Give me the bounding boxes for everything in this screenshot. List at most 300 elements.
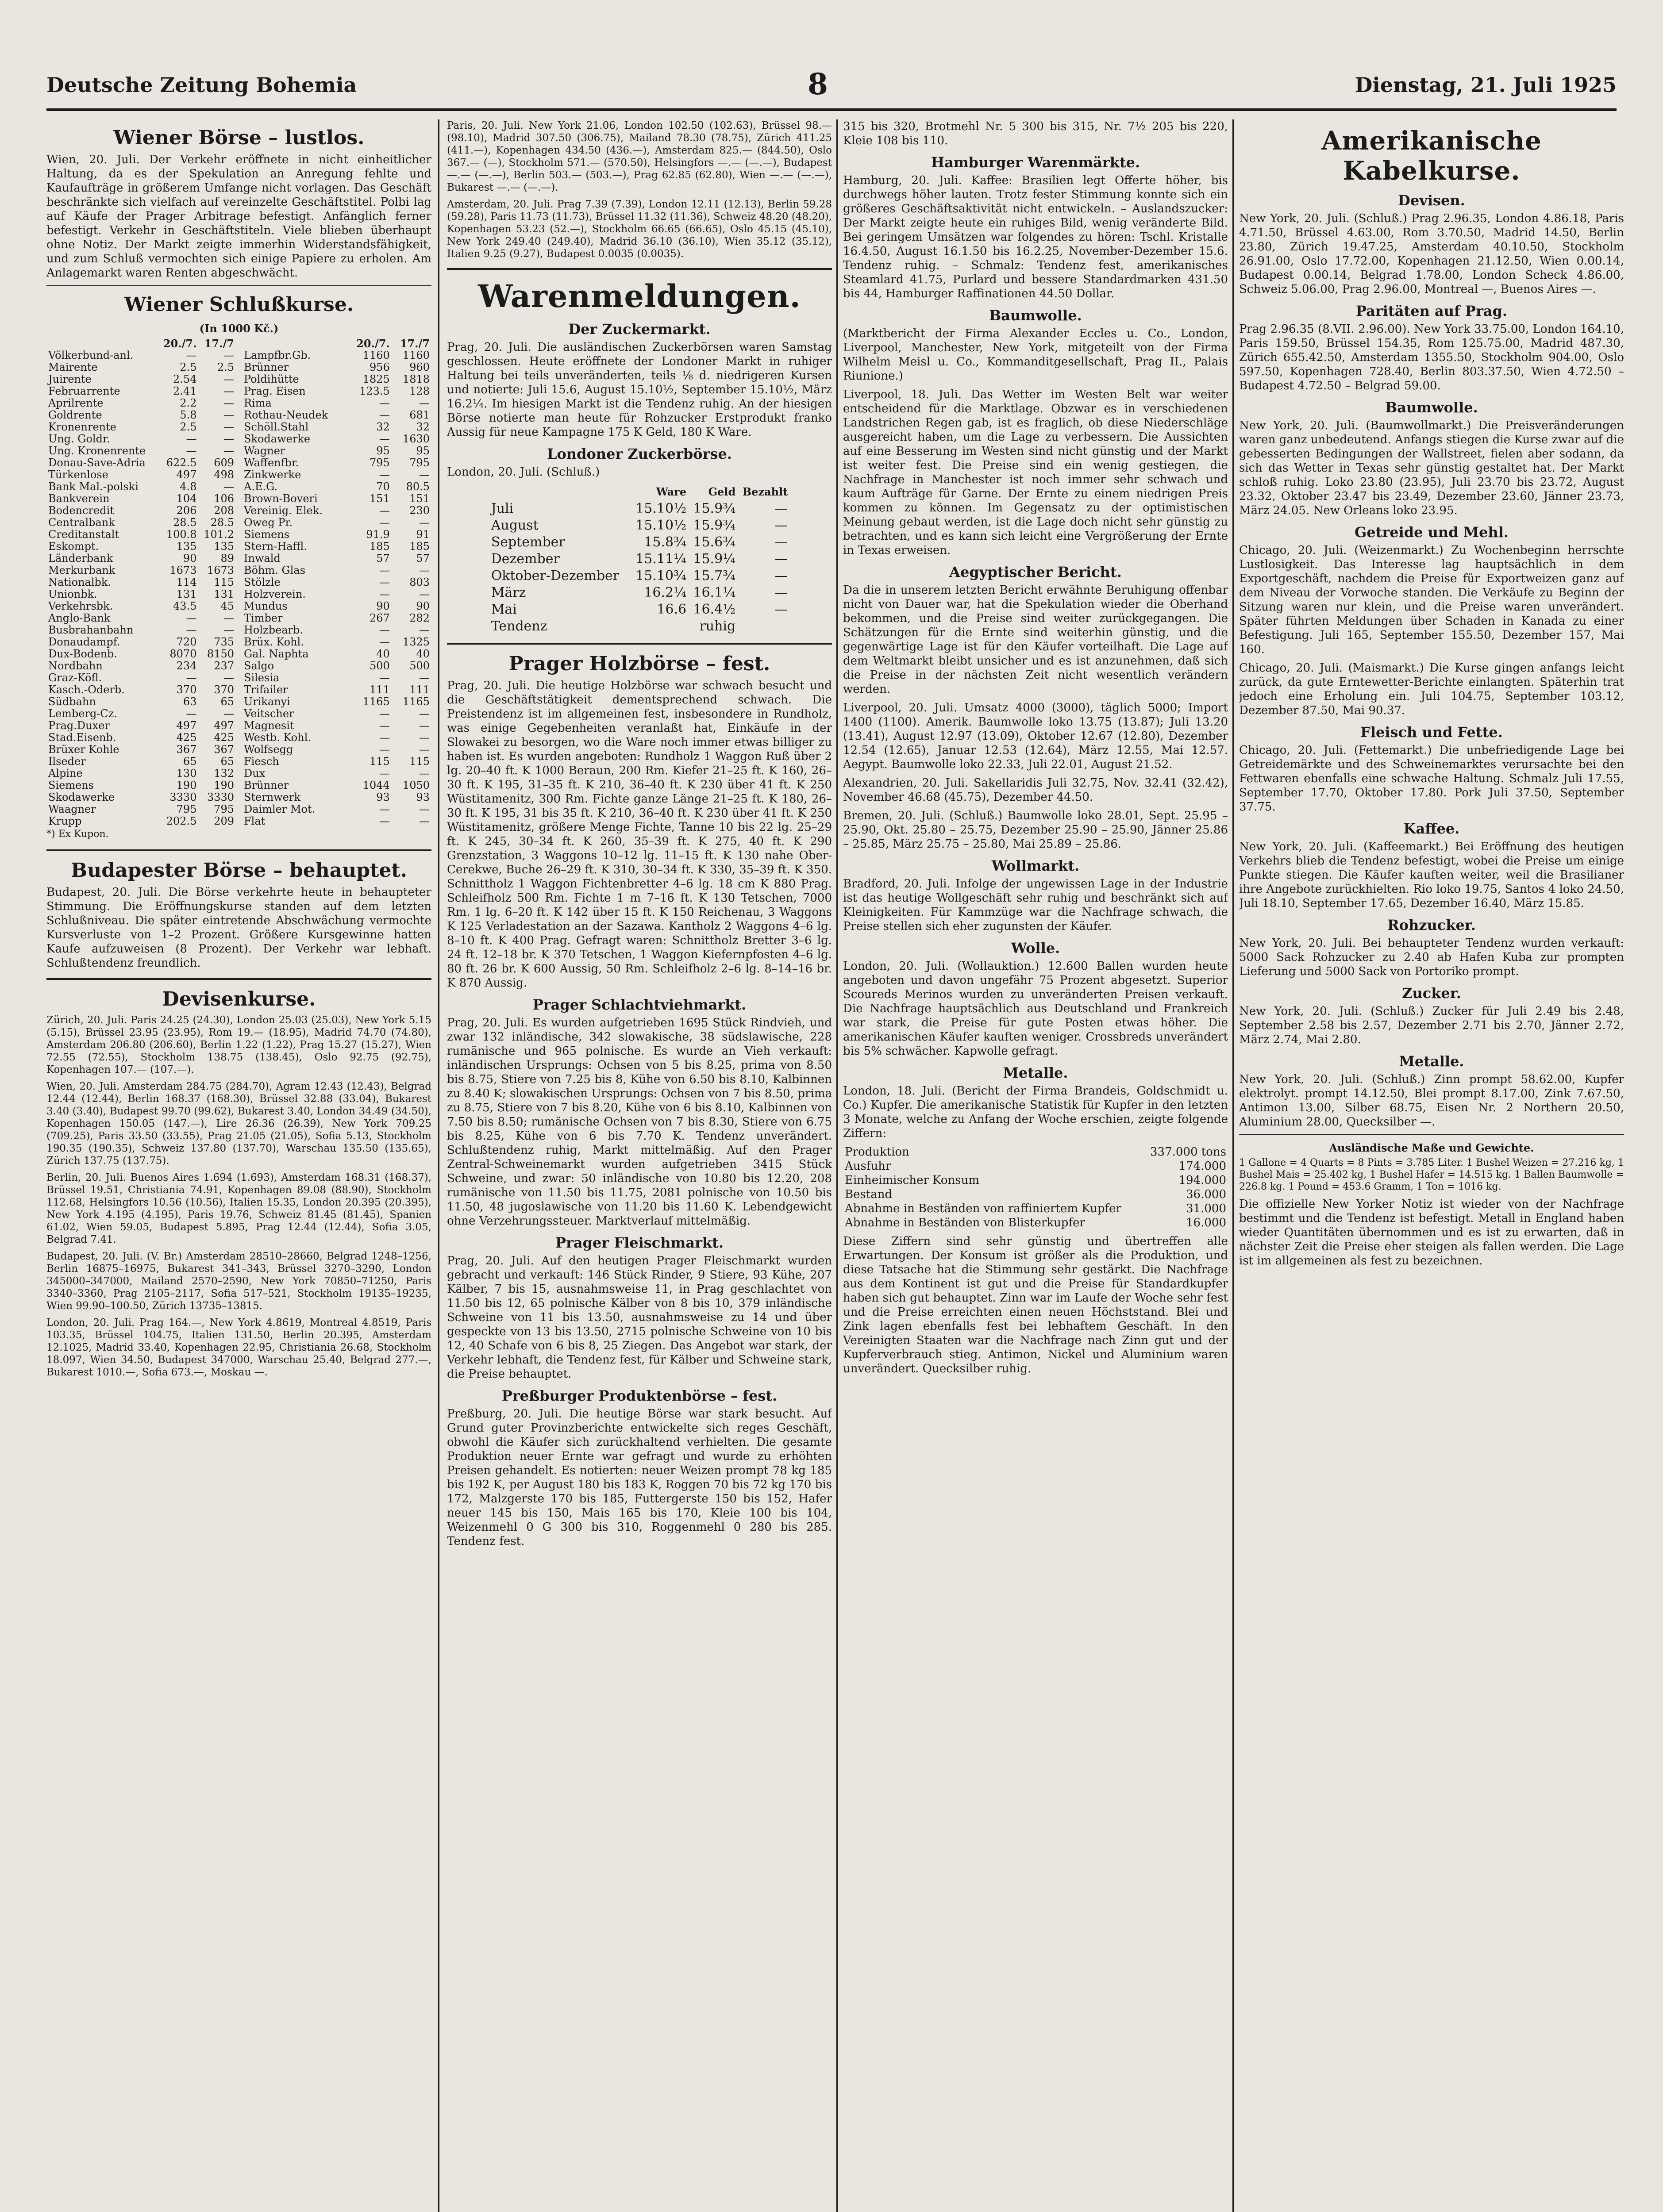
table-cell: Verkehrsbk. <box>48 600 113 612</box>
table-cell: Fiesch <box>244 756 279 768</box>
table-cell: 93 <box>376 791 390 803</box>
table-cell: Alpine <box>48 768 83 780</box>
table-cell: 3330 <box>169 791 197 803</box>
table-row <box>242 708 431 720</box>
table-row <box>46 648 236 660</box>
article-text: New York, 20. Juli. (Schluß.) Prag 2.96.35, London 4.86.18, Paris 4.71.50, Brüssel 4.63.00, Rom 3.70.50, Madrid 14.50, Berlin 23.80, Zürich 19.47.25, Amsterdam 40.10.50, Stockholm 26.91.00, Oslo 17.72.00, Kopenhagen 21.12.50, Wien 0.00.14, Budapest 0.00.14, Belgrad 1.78.00, London Scheck 4.86.00, Schweiz 5.06.00, Prag 2.96.00, Montreal —, Buenos Aires —. <box>1239 212 1624 296</box>
table-cell: 609 <box>214 457 234 469</box>
table-cell: — <box>774 568 788 584</box>
table-cell: Nordbahn <box>48 660 103 672</box>
table-row <box>46 636 236 648</box>
currency-quotes: London, 20. Juli. Prag 164.—, New York 4.8619, Montreal 4.8519, Paris 103.35, Brüssel 104.75, Italien 131.50, Berlin 20.395, Amsterdam 12.1025, Madrid 33.40, Kopenhagen 22.95, Christiania 26.68, Stockholm 18.097, Wien 34.50, Budapest 347000, Warschau 25.40, Belgrad 277.—, Bukarest 1010.—, Sofia 673.—, Moskau —. <box>46 1317 431 1378</box>
table-row <box>46 445 236 457</box>
table-row <box>46 409 236 421</box>
article-text: Prag, 20. Juli. Es wurden aufgetrieben 1695 Stück Rindvieh, und zwar 132 inländische, 342 slowakische, 38 südslawische, 228 rumänische und 965 polnische. Es wurde an Vieh verkauft: inländischen Ursprungs: Ochsen von 5 bis 8.25, prima von 8.50 bis 8.75, Stiere von 7.25 bis 8, Kühe von 6.50 bis 8.10, Kalbinnen zu 8.40 K; slowakischen Ursprungs: Ochsen von 7 bis 8.50, prima zu 8.75, Stiere von 7 bis 8.20, Kühe von 6 bis 8.10, Kalbinnen von 7.50 bis 8.50; rumänische Ochsen von 7 bis 8.30, Stiere von 6.75 bis 8.25, Kühe von 6 bis 7.70 K. Tendenz unverändert. Schlußtendenz ruhig, Markt mittelmäßig. Auf den Prager Zentral-Schweinemarkt wurden aufgetrieben 3415 Stück Schweine, und zwar: 50 inländische von 10.80 bis 12.20, 208 rumänische von 11.50 bis 11.75, 2081 polnische von 10.50 bis 11.50, 48 jugoslawische von 11.20 bis 11.60 K. Lebendgewicht ohne Verzehrungssteuer. Marktverlauf mittelmäßig. <box>447 1016 832 1228</box>
table-cell: Südbahn <box>48 696 96 708</box>
table-cell: 111 <box>370 684 390 696</box>
table-row <box>489 584 790 601</box>
table-cell: 237 <box>214 660 234 672</box>
table-cell: Mai <box>491 602 517 617</box>
article-text: Liverpool, 20. Juli. Umsatz 4000 (3000), täglich 5000; Import 1400 (1100). Amerik. Baumwolle loko 13.75 (13.87); Juli 13.20 (13.41), August 12.97 (13.09), Oktober 12.67 (12.80), Dezember 12.54 (12.65), Januar 12.53 (12.64), März 12.55, Mai 12.57. Aegypt. Baumwolle loko 22.33, Juli 22.01, August 21.52. <box>843 701 1228 771</box>
sub-heading: Wollmarkt. <box>991 857 1080 874</box>
table-cell: 131 <box>214 588 234 600</box>
table-cell: 803 <box>409 576 430 588</box>
table-row <box>489 618 790 635</box>
page-number: 8 <box>808 67 828 101</box>
table-cell: 16.1¼ <box>693 585 736 600</box>
table-cell: Holzverein. <box>244 588 306 600</box>
table-row <box>46 553 236 565</box>
table-cell: 15.6¾ <box>693 534 736 550</box>
column-rule <box>1232 119 1234 2212</box>
table-row <box>46 517 236 529</box>
table-cell: — <box>223 397 234 409</box>
table-row <box>46 505 236 517</box>
article-text: Wien, 20. Juli. Der Verkehr eröffnete in nicht einheitlicher Haltung, da es der Spekulation an Anregung fehlte und Kaufaufträge in größerem Umfange nicht vorlagen. Das Geschäft beschränkte sich vielfach auf vereinzelte Geschäftstitel. Polbi lag auf Käufe der Prager Arbitrage befestigt. Anfänglich ferner befestigt. Verkehr in Geschäftstiteln. Viele blieben überhaupt ohne Notiz. Der Markt zeigte immerhin Widerstandsfähigkeit, und zum Schluß vermochten sich einige Papiere zu erholen. Am Anlagemarkt waren Renten abgeschwächt. <box>46 153 431 280</box>
table-cell: 2.41 <box>173 385 197 397</box>
table-cell: 65 <box>183 756 197 768</box>
table-row <box>46 361 236 373</box>
table-cell: Rothau-Neudek <box>244 409 328 421</box>
table-cell: Merkurbank <box>48 565 115 576</box>
table-row <box>242 385 431 397</box>
table-row <box>242 553 431 565</box>
table-cell: — <box>774 518 788 533</box>
table-cell: Zinkwerke <box>244 469 301 481</box>
table-row <box>46 529 236 541</box>
column-rule <box>438 119 439 2212</box>
table-cell: 15.9¾ <box>693 501 736 516</box>
table-cell <box>630 618 688 635</box>
table-cell: — <box>186 445 197 457</box>
article-text: Prag, 20. Juli. Die heutige Holzbörse war schwach besucht und die Geschäftstätigkeit dementsprechend schwach. Die Preistendenz ist im allgemeinen fest, insbesondere in Rundholz, was einige Gegebenheiten veranlaßt hat, Einkäufe in der Slowakei zu besorgen, wo die Ware noch immer etwas billiger zu haben ist. Es wurden angeboten: Rundholz 1 Waggon Ruß über 2 lg. 20–40 ft. K 1000 Beraun, 200 Rm. Kiefer 21–25 ft. K 160, 26–30 ft. K 195, 31–35 ft. K 210, 36–40 ft. K 230 über 41 ft. K 250 Wüstitamenitz, 300 Rm. Fichte ganze Länge 21–25 ft. K 180, 26–30 ft. K 195, 31 bis 35 ft. K 210, 36–40 ft. K 230 über 41 ft. K 250 Wüstitamenitz, größere Menge Fichte, Tanne 10 bis 22 lg. 25–29 ft. K 245, 30–34 ft. K 260, 35–39 ft. K 275, 40 ft. K 290 Grenzstation, 3 Waggons 10–12 lg. 11–15 ft. K 130 nahe Ober-Cerekwe, Buche 26–29 ft. K 310, 30–34 ft. K 330, 35–39 ft. K 350. Schnittholz 1 Waggon Fichtenbretter 4–6 lg. 18 cm K 880 Prag. Schleifholz 500 Rm. Fichte 1 m 7–16 ft. K 130 Tetschen, 7000 Rm. 1 lg. 6–20 ft. K 142 über 15 ft. K 150 Reichenau, 3 Waggons K 125 Verladestation an der Sazawa. Kantholz 2 Waggons 4–6 lg. 8–10 ft. K 400 Prag. Gefragt waren: Schnittholz Bretter 3–6 lg. 24 ft. 12–18 br. K 370 Tetschen, 1 Waggon Kiefernpfosten 4–6 lg. 80 ft. 26 br. K 600 Aussig, 50 Rm. Schleifholz 2–6 lg. 8–14–16 br. K 870 Aussig. <box>447 679 832 990</box>
sub-heading: Prager Fleischmarkt. <box>555 1234 724 1251</box>
table-cell: 91 <box>416 529 430 541</box>
table-cell: 1673 <box>169 565 197 576</box>
table-row <box>46 469 236 481</box>
table-cell: 104 <box>176 493 197 505</box>
table-cell: 135 <box>176 541 197 553</box>
table-row <box>242 505 431 517</box>
table-row <box>46 612 236 624</box>
table-cell: — <box>379 469 390 481</box>
table-cell: — <box>379 505 390 517</box>
table-row <box>843 1202 1228 1216</box>
article-text: Die offizielle New Yorker Notiz ist wieder von der Nachfrage bestimmt und die Tendenz ist befestigt. Metall in England haben wieder Quantitäten übernommen und es ist zu erwarten, daß in nächster Zeit die Preise eher steigen als fallen werden. Die Lage ist im allgemeinen als fest zu bezeichnen. <box>1239 1198 1624 1267</box>
table-row <box>242 397 431 409</box>
table-cell: 206 <box>176 505 197 517</box>
article-text: Prag 2.96.35 (8.VII. 2.96.00). New York 33.75.00, London 164.10, Paris 159.50, Brüssel 154.35, Rom 125.75.00, Madrid 487.30, Zürich 655.42.50, Amsterdam 1355.50, Stockholm 904.00, Oslo 597.50, Kopenhagen 728.40, Berlin 803.37.50, Wien 4.72.50 – Budapest 4.72.50 – Belgrad 59.00. <box>1239 323 1624 392</box>
table-cell: Oktober-Dezember <box>491 568 620 584</box>
table-cell: 15.10½ <box>635 501 687 516</box>
table-footnote: *) Ex Kupon. <box>46 829 109 840</box>
table-row <box>242 815 431 827</box>
table-cell: 115 <box>370 756 390 768</box>
table-row <box>46 588 236 600</box>
table-cell: 151 <box>370 493 390 505</box>
table-cell: 8070 <box>169 648 197 660</box>
table-cell: 795 <box>370 457 390 469</box>
table-cell: Unionbk. <box>48 588 97 600</box>
sub-heading: Baumwolle. <box>989 307 1082 324</box>
table-row <box>242 433 431 445</box>
column-rule <box>836 119 838 2212</box>
currency-quotes: Zürich, 20. Juli. Paris 24.25 (24.30), London 25.03 (25.03), New York 5.15 (5.15), Brüssel 23.95 (23.95), Rom 19.— (18.95), Madrid 74.70 (74.80), Amsterdam 206.80 (206.60), Berlin 1.22 (1.22), Prag 15.27 (15.27), Wien 72.55 (72.55), Stockholm 138.75 (138.45), Oslo 92.75 (92.75), Kopenhagen 107.— (107.—). <box>46 1014 431 1075</box>
table-cell: — <box>419 517 430 529</box>
table-cell: — <box>379 517 390 529</box>
currency-quotes: Wien, 20. Juli. Amsterdam 284.75 (284.70), Agram 12.43 (12.43), Belgrad 12.44 (12.44), Berlin 168.37 (168.30), Brüssel 32.88 (33.04), Bukarest 3.40 (3.40), Budapest 99.70 (99.62), Bukarest 3.40, London 34.49 (34.50), Kopenhagen 150.05 (147.—), Lire 26.36 (26.39), New York 709.25 (709.25), Paris 33.50 (33.55), Prag 21.05 (21.05), Sofia 5.13, Stockholm 190.35 (190.35), Schweiz 137.80 (137.70), Warschau 135.50 (135.65), Zürich 137.75 (137.75). <box>46 1081 431 1167</box>
table-row <box>46 660 236 672</box>
divider <box>46 285 431 286</box>
table-row <box>242 660 431 672</box>
table-header: 17./7 <box>204 337 234 350</box>
table-row <box>46 421 236 433</box>
table-cell: 622.5 <box>166 457 197 469</box>
table-cell: — <box>379 565 390 576</box>
table-cell: 497 <box>176 720 197 732</box>
table-cell: 65 <box>220 756 234 768</box>
divider <box>447 268 832 270</box>
table-row <box>46 457 236 469</box>
table-cell: 135 <box>214 541 234 553</box>
table-cell: — <box>419 732 430 744</box>
table-cell: 1325 <box>402 636 430 648</box>
table-cell: Kronenrente <box>48 421 116 433</box>
sub-heading: Aegyptischer Bericht. <box>949 564 1122 580</box>
table-cell: Holzbearb. <box>244 624 304 636</box>
table-row <box>843 1187 1228 1202</box>
table-cell: 3330 <box>207 791 234 803</box>
table-cell: — <box>223 385 234 397</box>
table-row <box>843 1216 1228 1230</box>
table-cell: Juli <box>491 501 514 516</box>
table-cell: 190 <box>214 780 234 791</box>
table-cell: März <box>491 585 526 600</box>
table-cell: Ausfuhr <box>845 1160 891 1173</box>
table-cell: 190 <box>176 780 197 791</box>
table-cell: 16.4½ <box>693 602 736 617</box>
table-cell: 32 <box>416 421 430 433</box>
table-cell: 230 <box>409 505 430 517</box>
table-cell: Abnahme in Beständen von Blisterkupfer <box>845 1216 1085 1229</box>
table-cell: 2.5 <box>180 421 197 433</box>
table-row <box>46 397 236 409</box>
article-text: Chicago, 20. Juli. (Fettemarkt.) Die unbefriedigende Lage bei Getreidemärkte und des Schweinemarktes verursachte bei den Fettwaren ebenfalls eine schwache Haltung. Schmalz Juli 17.55, September 17.70, Oktober 17.80. Pork Juli 37.50, September 37.75. <box>1239 744 1624 814</box>
table-row <box>242 696 431 708</box>
table-cell: Brünner <box>244 361 289 373</box>
table-cell: Prag. Eisen <box>244 385 306 397</box>
table-cell: 151 <box>409 493 430 505</box>
table-row <box>242 469 431 481</box>
table-cell: 131 <box>176 588 197 600</box>
table-cell: 1160 <box>362 349 390 361</box>
table-row <box>489 534 790 551</box>
table-cell: 367 <box>214 744 234 756</box>
table-cell: 28.5 <box>173 517 197 529</box>
table-cell: 90 <box>416 600 430 612</box>
table-row <box>242 361 431 373</box>
table-cell: — <box>186 672 197 684</box>
table-row <box>46 720 236 732</box>
article-text: London, 18. Juli. (Bericht der Firma Brandeis, Goldschmidt u. Co.) Kupfer. Die amerikanische Statistik für Kupfer in den letzten 3 Monate, welche zu Anfang der Woche erschien, zeigte folgende Ziffern: <box>843 1084 1228 1140</box>
table-row <box>46 744 236 756</box>
article-text: Hamburg, 20. Juli. Kaffee: Brasilien legt Offerte höher, bis durchwegs höher lauten. Trotz fester Stimmung konnte sich ein größeres Geschäftsaktivität nicht entwickeln. – Auslandszucker: Der Markt zeigte heute ein ruhiges Bild, wenig veränderte Bild. Bei geringem Umsätzen war folgendes zu hören: Tschl. Kristalle 16.4.50, August 16.1.50 bis 16.2.25, November-Dezember 15.6. Tendenz ruhig. – Schmalz: Tendenz fest, amerikanisches Steamlard 41.75, Purlard und bessere Standardmarken 431.50 bis 44, Hamburger Raffinationen 44.50 Dollar. <box>843 174 1228 300</box>
table-cell: Brüxer Kohle <box>48 744 119 756</box>
table-cell: 2.5 <box>217 361 234 373</box>
table-cell: 40 <box>376 648 390 660</box>
table-cell: 185 <box>409 541 430 553</box>
table-cell: 93 <box>416 791 430 803</box>
article-text: New York, 20. Juli. (Schluß.) Zucker für Juli 2.49 bis 2.48, September 2.58 bis 2.57, Dezember 2.71 bis 2.70, Jänner 2.72, März 2.74, Mai 2.80. <box>1239 1005 1624 1046</box>
article-text: (Marktbericht der Firma Alexander Eccles u. Co., London, Liverpool, Manchester, New York, mitgeteilt von der Firma Wilhelm Meisl u. Co., Kommanditgesellschaft, Prag II., Palais Riunione.) <box>843 327 1228 383</box>
table-cell: Bodencredit <box>48 505 114 517</box>
table-cell: Creditanstalt <box>48 529 119 541</box>
table-cell: 115 <box>214 576 234 588</box>
sub-heading: Devisen. <box>1398 192 1465 209</box>
article-text: Prag, 20. Juli. Auf den heutigen Prager Fleischmarkt wurden gebracht und verkauft: 146 Stück Rinder, 9 Stiere, 93 Kühe, 207 Kälber, 7 bis 15, ausnahmsweise 11, in Prag geschlachtet von 11.50 bis 12, 65 polnische Kälber von 8 bis 10, 379 inländische Schweine von 11 bis 13.50, ausnahmsweise zu 14 und über gespeckte von 13 bis 13.50, 2715 polnische Schweine von 10 bis 12, 40 Schafe von 6 bis 8, 25 Ziegen. Das Angebot war stark, der Verkehr lebhaft, die Tendenz fest, für Kälber und Schweine stark, die Preise behauptet. <box>447 1254 832 1381</box>
table-header <box>489 484 630 500</box>
table-cell: — <box>186 708 197 720</box>
table-cell: — <box>379 433 390 445</box>
table-row <box>242 421 431 433</box>
table-cell: — <box>186 612 197 624</box>
table-cell: Salgo <box>244 660 274 672</box>
table-cell: — <box>223 373 234 385</box>
table-row <box>46 803 236 815</box>
table-row <box>242 756 431 768</box>
table-cell: 115 <box>409 756 430 768</box>
table-cell: 128 <box>409 385 430 397</box>
table-cell: — <box>419 469 430 481</box>
table-cell: 36.000 <box>1186 1188 1226 1201</box>
table-cell: 15.11¼ <box>635 551 687 567</box>
sub-heading: Prager Schlachtviehmarkt. <box>532 996 747 1013</box>
table-cell: Dezember <box>491 551 560 567</box>
table-cell: — <box>379 803 390 815</box>
sugar-price-table <box>447 484 832 635</box>
table-row <box>46 696 236 708</box>
table-cell: Ung. Kronenrente <box>48 445 146 457</box>
table-cell: — <box>379 744 390 756</box>
table-cell: — <box>774 551 788 567</box>
table-row <box>242 576 431 588</box>
table-row <box>242 493 431 505</box>
table-cell: Einheimischer Konsum <box>845 1174 980 1187</box>
table-cell: Ilseder <box>48 756 86 768</box>
table-cell: 101.2 <box>204 529 234 541</box>
table-row <box>46 791 236 803</box>
table-cell: 209 <box>214 815 234 827</box>
article-text: New York, 20. Juli. Bei behaupteter Tendenz wurden verkauft: 5000 Sack Rohzucker zu 2.40 ab Hafen Kuba zur prompten Lieferung und 5000 Sack von Portoriko prompt. <box>1239 937 1624 978</box>
article-text: Chicago, 20. Juli. (Weizenmarkt.) Zu Wochenbeginn herrschte Lustlosigkeit. Das Interesse lag hauptsächlich in dem Exportgeschäft, nachdem die Preise für Exportweizen ganz auf dem Niveau der Vorwoche standen. Die Verkäufe zu Beginn der Sitzung waren nur klein, und die Preise waren unverändert. Später führten Meldungen über Schaden in Kanada zu einer Befestigung. Juli 165, September 155.50, Dezember 157, Mai 160. <box>1239 544 1624 656</box>
section-heading: Devisenkurse. <box>162 988 316 1010</box>
table-row <box>489 551 790 568</box>
table-row <box>242 517 431 529</box>
table-cell: 185 <box>370 541 390 553</box>
article-text: London, 20. Juli. (Wollauktion.) 12.600 Ballen wurden heute angeboten und davon ungefähr 75 Prozent abgesetzt. Superior Scoureds Merinos wurden zu unveränderten Preisen verkauft. Die Nachfrage hauptsächlich aus Deutschland und Frankreich war stark, die Preise für gute Posten etwas höher. Die amerikanischen Käufer kauften weniger. Crossbreds unverändert bis 5% schwächer. Kapwolle gefragt. <box>843 960 1228 1058</box>
table-cell: Vereinig. Elek. <box>244 505 323 517</box>
table-cell: — <box>223 708 234 720</box>
table-cell: 89 <box>220 553 234 565</box>
table-cell: 130 <box>176 768 197 780</box>
table-cell: Wolfsegg <box>244 744 293 756</box>
table-cell: — <box>379 588 390 600</box>
table-cell: — <box>186 433 197 445</box>
table-cell: — <box>223 624 234 636</box>
table-cell: — <box>419 672 430 684</box>
table-cell: — <box>419 565 430 576</box>
table-cell: 425 <box>176 732 197 744</box>
table-cell: — <box>223 349 234 361</box>
table-row <box>242 600 431 612</box>
table-cell: Anglo-Bank <box>48 612 111 624</box>
table-cell: Mundus <box>244 600 288 612</box>
article-text: Prag, 20. Juli. Die ausländischen Zuckerbörsen waren Samstag geschlossen. Heute eröffnete der Londoner Markt in ruhiger Haltung bei teils unveränderten, teils ⅛ d. niedrigeren Kursen und notierte: Juli 15.6, August 15.10½, September 15.10½, März 16.2¼. Im hiesigen Markt ist die Tendenz ruhig. An der hiesigen Börse notierte man heute für Rohzucker Erstprodukt franko Aussig für neue Kampagne 175 K Geld, 180 K Ware. <box>447 341 832 439</box>
article-text: Alexandrien, 20. Juli. Sakellaridis Juli 32.75, Nov. 32.41 (32.42), November 46.68 (45.75), Dezember 44.50. <box>843 776 1228 804</box>
table-row <box>242 744 431 756</box>
table-cell: Siemens <box>244 529 290 541</box>
table-cell: 960 <box>409 361 430 373</box>
table-cell: — <box>419 815 430 827</box>
table-cell: Silesia <box>244 672 280 684</box>
table-row <box>489 568 790 584</box>
table-row <box>46 349 236 361</box>
sub-heading: Fleisch und Fette. <box>1360 724 1503 741</box>
table-cell: Stölzle <box>244 576 281 588</box>
sub-heading: Metalle. <box>1003 1064 1068 1081</box>
article-text: 1 Gallone = 4 Quarts = 8 Pints = 3.785 Liter. 1 Bushel Weizen = 27.216 kg, 1 Bushel Mais = 25.402 kg, 1 Bushel Hafer = 14.515 kg. 1 Ballen Baumwolle = 226.8 kg. 1 Pound = 453.6 Gramm, 1 Ton = 1016 kg. <box>1239 1157 1624 1192</box>
table-cell: 15.9¾ <box>693 518 736 533</box>
sub-heading: Der Zuckermarkt. <box>568 321 711 338</box>
table-cell: 91.9 <box>366 529 390 541</box>
table-cell: Sternwerk <box>244 791 300 803</box>
table-header <box>46 338 158 349</box>
table-cell: 720 <box>176 636 197 648</box>
table-row <box>489 500 790 517</box>
article-text: Bradford, 20. Juli. Infolge der ungewissen Lage in der Industrie ist das heutige Wollgeschäft sehr ruhig und beschränkt sich auf Kleinigkeiten. Für Kammzüge war die Nachfrage schwach, die Preise stellen sich eher zugunsten der Käufer. <box>843 877 1228 933</box>
table-row <box>46 780 236 791</box>
table-row <box>242 684 431 696</box>
table-row <box>46 624 236 636</box>
table-cell: 15.8¾ <box>644 534 687 550</box>
table-cell: 1165 <box>362 696 390 708</box>
table-cell: Schöll.Stahl <box>244 421 309 433</box>
quote-table-right <box>242 338 431 827</box>
table-row <box>242 349 431 361</box>
table-cell: 1050 <box>402 780 430 791</box>
sub-heading: Metalle. <box>1399 1053 1464 1070</box>
table-cell: Länderbank <box>48 553 113 565</box>
table-cell: Bestand <box>845 1188 893 1201</box>
table-cell: 370 <box>176 684 197 696</box>
table-row <box>46 768 236 780</box>
table-cell: Timber <box>244 612 283 624</box>
table-cell: — <box>379 576 390 588</box>
table-cell: ruhig <box>699 618 736 634</box>
table-cell: 57 <box>376 553 390 565</box>
column-4 <box>1239 119 1624 2212</box>
table-row <box>242 481 431 493</box>
table-cell: 70 <box>376 481 390 493</box>
table-row <box>242 612 431 624</box>
article-text: Budapest, 20. Juli. Die Börse verkehrte heute in behaupteter Stimmung. Die Eröffnungskurse standen auf dem letzten Schlußniveau. Die später eintretende Abschwächung vermochte Kursverluste von 1–2 Prozent. Größere Kursgewinne hatten Kaufe aufzuweisen (8 Prozent). Der Verkehr war lebhaft. Schlußtendenz freundlich. <box>46 886 431 970</box>
table-row <box>242 720 431 732</box>
table-cell: Rima <box>244 397 272 409</box>
table-cell: 1673 <box>207 565 234 576</box>
article-text: Diese Ziffern sind sehr günstig und übertreffen alle Erwartungen. Der Konsum ist größer als die Produktion, und diese Tatsache hat die Stimmung sehr gestärkt. Die Nachfrage aus dem Kontinent ist gut und die Preise für Standardkupfer haben sich gut behauptet. Zinn war im Laufe der Woche sehr fest und die Preise erreichten einen neuen Höchststand. Blei und Zink lagen ebenfalls fest bei lebhaftem Geschäft. In den Vereinigten Staaten war die Nachfrage nach Zinn gut und der Kupferverbrauch stieg. Antimon, Nickel und Aluminium waren unverändert. Quecksilber ruhig. <box>843 1235 1228 1375</box>
table-row <box>242 445 431 457</box>
table-cell: Westb. Kohl. <box>244 732 311 744</box>
table-cell: Daimler Mot. <box>244 803 316 815</box>
table-cell <box>737 618 789 635</box>
sub-heading: Hamburger Warenmärkte. <box>931 154 1140 171</box>
issue-date: Dienstag, 21. Juli 1925 <box>1355 73 1617 97</box>
table-cell: — <box>379 409 390 421</box>
table-row <box>46 756 236 768</box>
sub-heading: Kaffee. <box>1403 820 1460 837</box>
table-cell: 795 <box>176 803 197 815</box>
sub-heading: Rohzucker. <box>1387 917 1476 933</box>
table-row <box>843 1145 1228 1159</box>
table-cell: 28.5 <box>210 517 234 529</box>
table-cell: Aprilrente <box>48 397 104 409</box>
table-cell: August <box>491 518 539 533</box>
table-cell: 1630 <box>402 433 430 445</box>
article-text: London, 20. Juli. (Schluß.) <box>447 465 600 479</box>
table-cell: Prag.Duxer <box>48 720 110 732</box>
table-cell: Inwald <box>244 553 281 565</box>
table-cell: 40 <box>416 648 430 660</box>
table-cell: Nationalbk. <box>48 576 112 588</box>
table-cell: 1165 <box>402 696 430 708</box>
table-cell: Waffenfbr. <box>244 457 299 469</box>
table-cell: — <box>379 636 390 648</box>
table-cell: 100.8 <box>166 529 197 541</box>
table-row <box>242 672 431 684</box>
table-cell: 80.5 <box>406 481 430 493</box>
table-cell: Brown-Boveri <box>244 493 318 505</box>
table-cell: 497 <box>214 720 234 732</box>
table-cell: 370 <box>214 684 234 696</box>
table-cell: 500 <box>409 660 430 672</box>
section-heading: Wiener Börse – lustlos. <box>113 127 365 149</box>
table-row <box>46 433 236 445</box>
table-cell: Flat <box>244 815 266 827</box>
table-cell: Lemberg-Cz. <box>48 708 118 720</box>
table-cell: — <box>379 624 390 636</box>
divider <box>447 643 832 645</box>
table-cell: — <box>186 624 197 636</box>
table-row <box>46 385 236 397</box>
quote-table-left <box>46 338 236 827</box>
table-cell: Juirente <box>48 373 92 385</box>
article-text: 315 bis 320, Brotmehl Nr. 5 300 bis 315, Nr. 7½ 205 bis 220, Kleie 108 bis 110. <box>843 120 1228 147</box>
table-row <box>46 373 236 385</box>
table-row <box>242 732 431 744</box>
table-cell: 2.5 <box>180 361 197 373</box>
table-cell: 282 <box>409 612 430 624</box>
table-cell: 795 <box>214 803 234 815</box>
sub-heading: Preßburger Produktenbörse – fest. <box>501 1387 778 1404</box>
table-cell: 63 <box>183 696 197 708</box>
table-row <box>46 815 236 827</box>
table-cell: Graz-Köfl. <box>48 672 102 684</box>
table-cell: 95 <box>416 445 430 457</box>
table-cell: — <box>223 445 234 457</box>
table-cell: 1044 <box>362 780 390 791</box>
table-cell: 1825 <box>362 373 390 385</box>
table-cell: Abnahme in Beständen von raffiniertem Kupfer <box>845 1202 1121 1215</box>
